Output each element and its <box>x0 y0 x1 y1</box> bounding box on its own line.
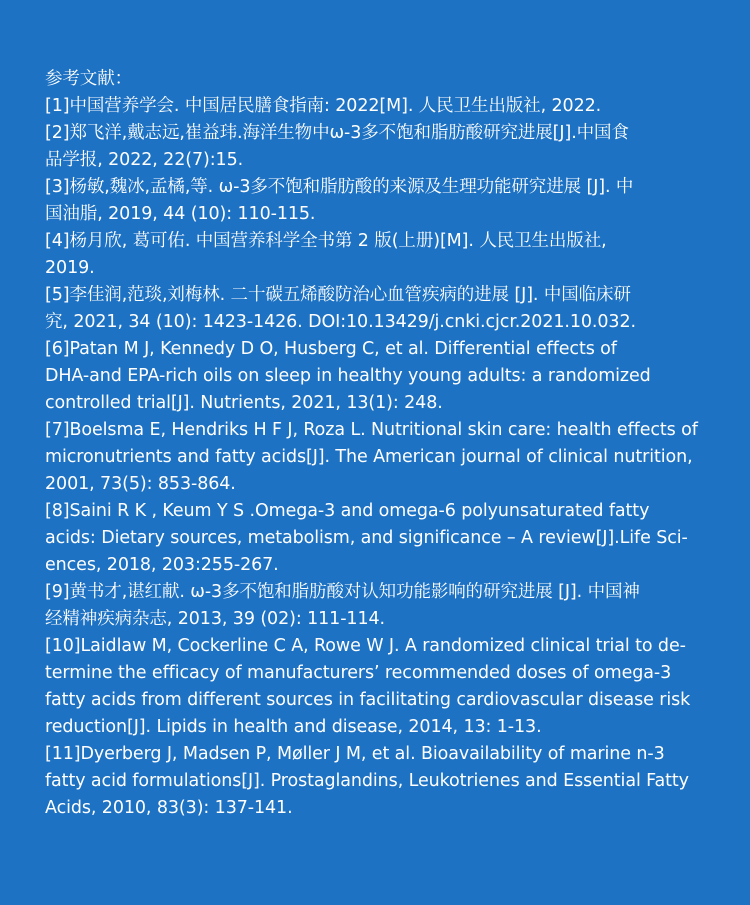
reference-line: [11]Dyerberg J, Madsen P, Møller J M, et al. Bioavailability of marine n-3 <box>45 744 665 764</box>
reference-line: DHA-and EPA-rich oils on sleep in healthy young adults: a randomized <box>45 366 651 386</box>
reference-line: 2019. <box>45 258 95 278</box>
reference-line: Acids, 2010, 83(3): 137-141. <box>45 798 293 818</box>
reference-line: [4]杨月欣, 葛可佑. 中国营养科学全书第 2 版(上册)[M]. 人民卫生出版社, <box>45 231 607 251</box>
reference-line: 品学报, 2022, 22(7):15. <box>45 150 244 170</box>
reference-line: ences, 2018, 203:255-267. <box>45 555 279 575</box>
reference-line: fatty acids from different sources in facilitating cardiovascular disease risk <box>45 690 691 710</box>
reference-line: 究, 2021, 34 (10): 1423-1426. DOI:10.13429/j.cnki.cjcr.2021.10.032. <box>45 312 636 332</box>
reference-line: termine the efficacy of manufacturers’ recommended doses of omega-3 <box>45 663 672 683</box>
reference-line: 经精神疾病杂志, 2013, 39 (02): 111-114. <box>45 609 385 629</box>
reference-line: micronutrients and fatty acids[J]. The American journal of clinical nutrition, <box>45 447 693 467</box>
references-heading: 参考文献： <box>45 69 132 89</box>
reference-line: acids: Dietary sources, metabolism, and significance – A review[J].Life Sci- <box>45 528 688 548</box>
reference-line: [6]Patan M J, Kennedy D O, Husberg C, et al. Differential effects of <box>45 339 617 359</box>
references-list <box>45 93 705 822</box>
references-section <box>45 66 705 822</box>
reference-line: 国油脂, 2019, 44 (10): 110-115. <box>45 204 316 224</box>
reference-line: fatty acid formulations[J]. Prostaglandins, Leukotrienes and Essential Fatty <box>45 771 689 791</box>
reference-line: controlled trial[J]. Nutrients, 2021, 13(1): 248. <box>45 393 443 413</box>
reference-line: [2]郑飞洋,戴志远,崔益玮.海洋生物中ω-3多不饱和脂肪酸研究进展[J].中国食 <box>45 123 629 143</box>
reference-line: [7]Boelsma E, Hendriks H F J, Roza L. Nutritional skin care: health effects of <box>45 420 698 440</box>
reference-line: [1]中国营养学会. 中国居民膳食指南: 2022[M]. 人民卫生出版社, 2022. <box>45 96 602 116</box>
reference-line: 2001, 73(5): 853-864. <box>45 474 236 494</box>
reference-line: [8]Saini R K , Keum Y S .Omega-3 and omega-6 polyunsaturated fatty <box>45 501 650 521</box>
reference-line: [3]杨敏,魏冰,孟橘,等. ω-3多不饱和脂肪酸的来源及生理功能研究进展 [J]. 中 <box>45 177 634 197</box>
reference-line: reduction[J]. Lipids in health and disease, 2014, 13: 1-13. <box>45 717 542 737</box>
reference-line: [10]Laidlaw M, Cockerline C A, Rowe W J. A randomized clinical trial to de- <box>45 636 686 656</box>
reference-line: [9]黄书才,谌红献. ω-3多不饱和脂肪酸对认知功能影响的研究进展 [J]. 中国神 <box>45 582 640 602</box>
reference-line: [5]李佳润,范琰,刘梅林. 二十碳五烯酸防治心血管疾病的进展 [J]. 中国临床研 <box>45 285 631 305</box>
